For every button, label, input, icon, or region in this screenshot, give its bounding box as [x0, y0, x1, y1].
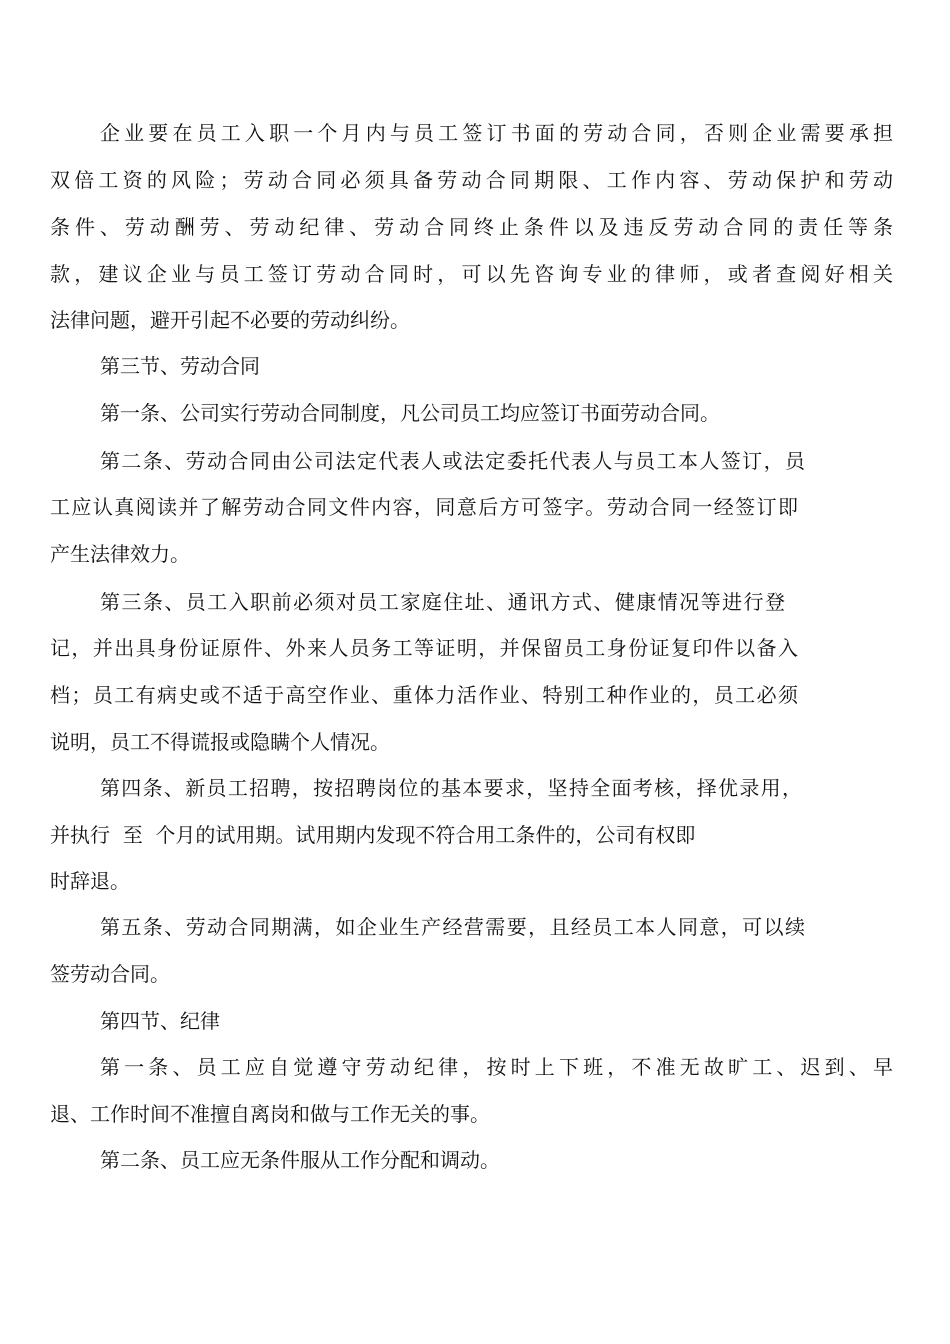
paragraph-line: 档；员工有病史或不适于高空作业、重体力活作业、特别工种作业的，员工必须	[50, 683, 798, 707]
paragraph-line: 第一条、员工应自觉遵守劳动纪律，按时上下班，不准无故旷工、迟到、早	[100, 1055, 893, 1079]
section-heading: 第四节、纪律	[100, 1009, 220, 1033]
paragraph-line: 签劳动合同。	[50, 962, 170, 986]
paragraph-line: 条件、劳动酬劳、劳动纪律、劳动合同终止条件以及违反劳动合同的责任等条	[50, 215, 893, 239]
paragraph-line: 产生法律效力。	[50, 542, 190, 566]
paragraph-line: 退、工作时间不准擅自离岗和做与工作无关的事。	[50, 1102, 490, 1126]
paragraph-line: 第四条、新员工招聘，按招聘岗位的基本要求，坚持全面考核，择优录用，	[100, 776, 802, 800]
paragraph-line: 说明，员工不得谎报或隐瞒个人情况。	[50, 730, 390, 754]
paragraph-line: 工应认真阅读并了解劳动合同文件内容，同意后方可签字。劳动合同一经签订即	[50, 495, 798, 519]
paragraph-line: 第二条、员工应无条件服从工作分配和调动。	[100, 1148, 500, 1172]
section-heading: 第三节、劳动合同	[100, 354, 260, 378]
paragraph-line: 并执行 至 个月的试用期。试用期内发现不符合用工条件的，公司有权即	[50, 823, 696, 847]
paragraph-line: 企业要在员工入职一个月内与员工签订书面的劳动合同，否则企业需要承担	[100, 121, 893, 145]
paragraph-line: 法律问题，避开引起不必要的劳动纠纷。	[50, 308, 410, 332]
paragraph-line: 时辞退。	[50, 869, 130, 893]
paragraph-line: 第三条、员工入职前必须对员工家庭住址、通讯方式、健康情况等进行登	[100, 590, 785, 614]
paragraph-line: 第二条、劳动合同由公司法定代表人或法定委托代表人与员工本人签订，员	[100, 449, 805, 473]
paragraph-line: 记，并出具身份证原件、外来人员务工等证明，并保留员工身份证复印件以备入	[50, 636, 798, 660]
paragraph-line: 第一条、公司实行劳动合同制度，凡公司员工均应签订书面劳动合同。	[100, 401, 720, 425]
paragraph-line: 双倍工资的风险；劳动合同必须具备劳动合同期限、工作内容、劳动保护和劳动	[50, 168, 893, 192]
paragraph-line: 第五条、劳动合同期满，如企业生产经营需要，且经员工本人同意，可以续	[100, 915, 805, 939]
paragraph-line: 款，建议企业与员工签订劳动合同时，可以先咨询专业的律师，或者查阅好相关	[50, 262, 893, 286]
